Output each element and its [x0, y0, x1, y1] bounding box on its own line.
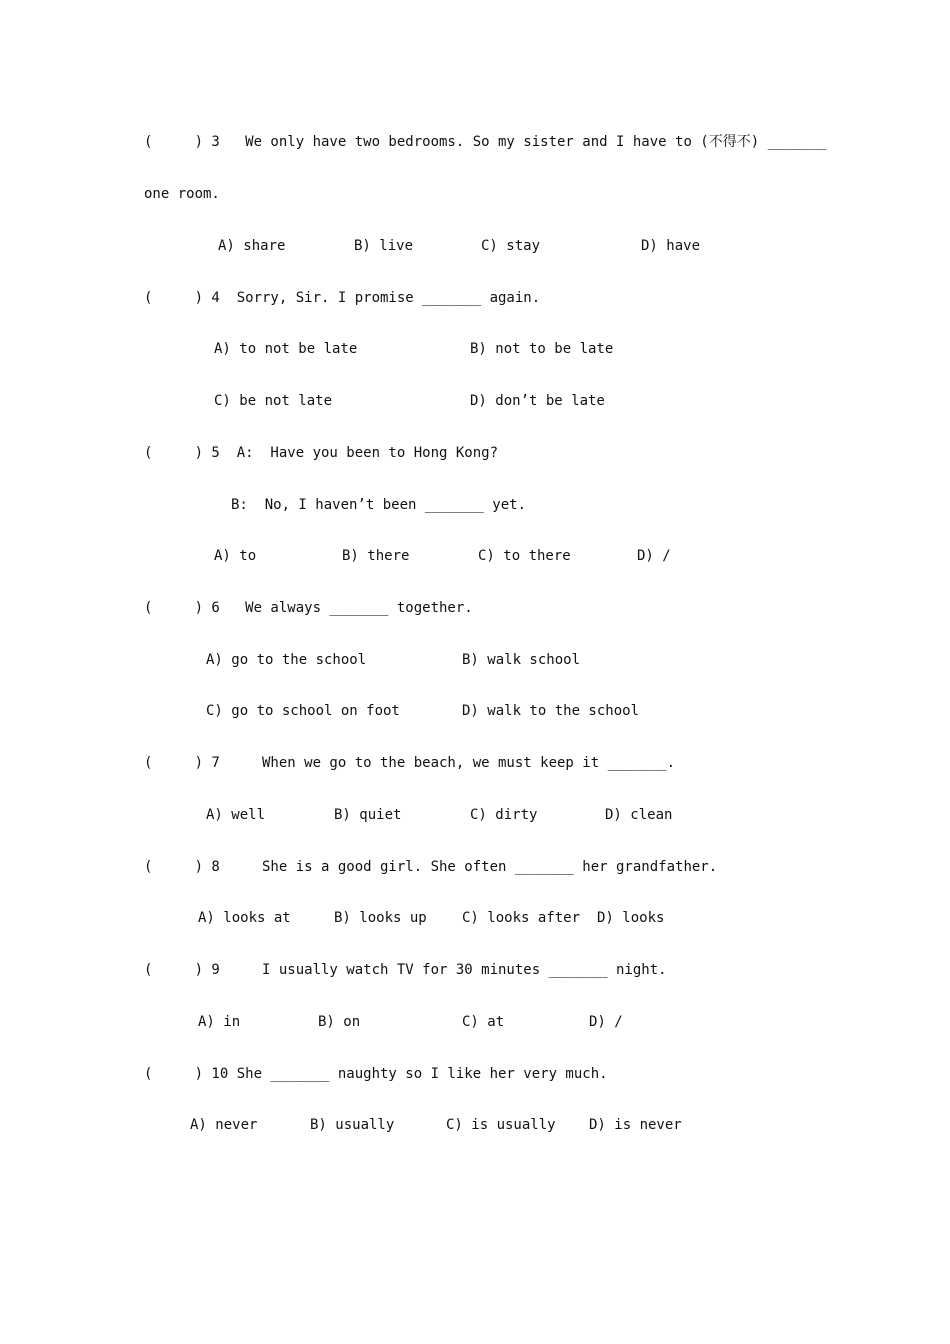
question-10-option-d: D) is never	[589, 1117, 682, 1133]
question-10-option-a: A) never	[190, 1117, 258, 1133]
question-7-option-a: A) well	[206, 807, 266, 823]
question-7-option-c: C) dirty	[470, 807, 538, 823]
question-7-stem: ( ) 7 When we go to the beach, we must keep it _______.	[144, 755, 676, 771]
question-10-option-b: B) usually	[310, 1117, 395, 1133]
question-6-option-c: C) go to school on foot	[206, 703, 400, 719]
question-8-option-c: C) looks after	[462, 910, 581, 926]
question-8-option-a: A) looks at	[198, 910, 291, 926]
question-4-option-d: D) don’t be late	[470, 393, 605, 409]
question-8-option-b: B) looks up	[334, 910, 427, 926]
question-10-stem: ( ) 10 She _______ naughty so I like her very much.	[144, 1066, 608, 1082]
question-8-stem: ( ) 8 She is a good girl. She often _______ her grandfather.	[144, 859, 718, 875]
question-9-stem: ( ) 9 I usually watch TV for 30 minutes _______ night.	[144, 962, 667, 978]
question-3-option-b: B) live	[354, 238, 414, 254]
question-5-stem: ( ) 5 A: Have you been to Hong Kong?	[144, 445, 499, 461]
question-7-option-d: D) clean	[605, 807, 673, 823]
question-7-option-b: B) quiet	[334, 807, 402, 823]
question-6-option-b: B) walk school	[462, 652, 581, 668]
question-9-option-d: D) /	[589, 1014, 623, 1030]
question-6-option-d: D) walk to the school	[462, 703, 640, 719]
question-5-stem-continued: B: No, I haven’t been _______ yet.	[231, 497, 527, 513]
question-9-option-b: B) on	[318, 1014, 361, 1030]
question-9-option-c: C) at	[462, 1014, 505, 1030]
question-9-option-a: A) in	[198, 1014, 241, 1030]
question-3-stem: ( ) 3 We only have two bedrooms. So my sister and I have to (不得不) _______	[144, 134, 827, 150]
question-10-option-c: C) is usually	[446, 1117, 556, 1133]
question-5-option-b: B) there	[342, 548, 410, 564]
question-3-stem-continued: one room.	[144, 186, 220, 202]
question-4-stem: ( ) 4 Sorry, Sir. I promise _______ again.	[144, 290, 541, 306]
question-6-option-a: A) go to the school	[206, 652, 367, 668]
question-5-option-a: A) to	[214, 548, 257, 564]
question-4-option-b: B) not to be late	[470, 341, 614, 357]
question-8-option-d: D) looks	[597, 910, 665, 926]
question-3-option-d: D) have	[641, 238, 701, 254]
question-6-stem: ( ) 6 We always _______ together.	[144, 600, 473, 616]
question-3-option-a: A) share	[218, 238, 286, 254]
question-4-option-c: C) be not late	[214, 393, 333, 409]
question-4-option-a: A) to not be late	[214, 341, 358, 357]
question-5-option-c: C) to there	[478, 548, 571, 564]
question-5-option-d: D) /	[637, 548, 671, 564]
question-3-option-c: C) stay	[481, 238, 541, 254]
